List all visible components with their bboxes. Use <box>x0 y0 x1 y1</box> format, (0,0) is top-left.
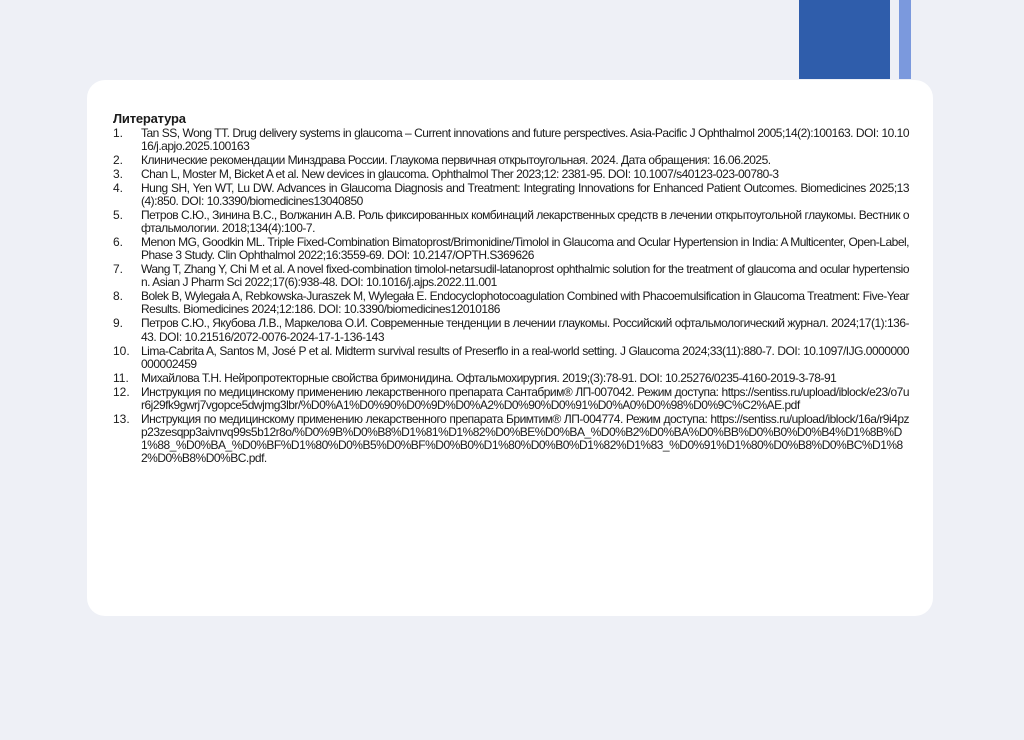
reference-number: 11. <box>113 370 129 385</box>
reference-number: 3. <box>113 167 124 182</box>
references-heading: Литература <box>113 111 186 126</box>
reference-number: 12. <box>113 384 130 399</box>
reference-number: 1. <box>113 126 124 140</box>
reference-text: Петров С.Ю., Зинина В.С., Волжанин А.В. Роль фиксированных комбинаций лекарственных средств в лечении открытоугольной глаукомы. Вестник офтальмологии. 2018;134(4):100-7. <box>141 208 909 236</box>
reference-text: Петров С.Ю., Якубова Л.В., Маркелова О.И. Современные тенденции в лечении глаукомы. Российский офтальмологический журнал. 2024;17(1):136-43. DOI: 10.21516/2072-0076-2024-17-1-136-143 <box>141 316 909 344</box>
reference-item <box>113 263 909 289</box>
reference-number: 8. <box>113 289 124 304</box>
reference-text: Инструкция по медицинскому применению лекарственного препарата Бримтим® ЛП-004774. Режим доступа: https://sentiss.ru/upload/iblock/16a/r9i4pzp23zesqpp3aivnvq99s5b12r8o/%D0%9B%D0%B8%D1%81%D1%82%D0%BE%D0%BA_%D0%B2%D0%BA%D0%BB%D0%B0%D0%B4%D1%8B%D1%88_%D0%BA_%D0%BF%D1%80%D0%B5%D0%BF%D0%B0%D1%80%D0%B0%D1%82%D1%83_%D0%91%D1%80%D0%B8%D0%BC%D1%82%D0%B8%D0%BC.pdf. <box>141 411 909 465</box>
references-list <box>113 127 909 465</box>
reference-text: Hung SH, Yen WT, Lu DW. Advances in Glaucoma Diagnosis and Treatment: Integrating Innovations for Enhanced Patient Outcomes. Biomedicines 2025;13(4):850. DOI: 10.3390/biomedicines13040850 <box>141 181 909 209</box>
reference-text: Lima-Cabrita A, Santos M, José P et al. Midterm survival results of Preserflo in a real-world setting. J Glaucoma 2024;33(11):880-7. DOI: 10.1097/IJG.0000000000002459 <box>141 343 909 371</box>
reference-number: 5. <box>113 208 124 223</box>
accent-bar-dark <box>799 0 890 79</box>
reference-text: Chan L, Moster M, Bicket A et al. New devices in glaucoma. Ophthalmol Ther 2023;12: 2381-95. DOI: 10.1007/s40123-023-00780-3 <box>141 167 779 182</box>
reference-number: 7. <box>113 262 124 277</box>
reference-number: 2. <box>113 153 124 168</box>
reference-text: Инструкция по медицинскому применению лекарственного препарата Сантабрим® ЛП-007042. Режим доступа: https://sentiss.ru/upload/iblock/e23/o7ur6j29fk9gwrj7vgopce5dwjmg3lbr/%D0%A1%D0%90%D0%9D%D0%A2%D0%90%D0%91%D0%A0%D0%98%D0%9C%C2%AE.pdf <box>141 384 909 412</box>
reference-number: 9. <box>113 316 124 331</box>
reference-number: 4. <box>113 181 124 196</box>
reference-text: Menon MG, Goodkin ML. Triple Fixed-Combination Bimatoprost/Brimonidine/Timolol in Glaucoma and Ocular Hypertension in India: A Multicenter, Open-Label, Phase 3 Study. Clin Ophthalmol 2022;16:3559-69. DOI: 10.2147/OPTH.S369626 <box>141 235 909 263</box>
reference-item <box>113 386 909 412</box>
reference-item <box>113 209 909 235</box>
reference-item <box>113 182 909 208</box>
reference-number: 10. <box>113 343 130 358</box>
reference-number: 6. <box>113 235 124 250</box>
reference-text: Клинические рекомендации Минздрава России. Глаукома первичная открытоугольная. 2024. Дата обращения: 16.06.2025. <box>141 153 771 168</box>
accent-bar-light <box>899 0 911 79</box>
reference-item <box>113 236 909 262</box>
reference-item <box>113 317 909 343</box>
reference-number: 13. <box>113 411 130 426</box>
references-card <box>87 80 933 616</box>
references-content <box>113 111 909 466</box>
reference-item <box>113 413 909 465</box>
reference-item <box>113 290 909 316</box>
reference-text: Bolek B, Wylegała A, Rebkowska-Juraszek M, Wylegała E. Endocyclophotocoagulation Combined with Phacoemulsification in Glaucoma Treatment: Five-Year Results. Biomedicines 2024;12:186. DOI: 10.3390/biomedicines12010186 <box>141 289 909 317</box>
reference-item <box>113 154 909 167</box>
reference-text: Tan SS, Wong TT. Drug delivery systems in glaucoma – Current innovations and future perspectives. Asia-Pacific J Ophthalmol 2005;14(2):100163. DOI: 10.1016/j.apjo.2025.100163 <box>141 126 909 154</box>
reference-item <box>113 127 909 153</box>
reference-item <box>113 372 909 385</box>
reference-text: Михайлова Т.Н. Нейропротекторные свойства бримонидина. Офтальмохирургия. 2019;(3):78-91. DOI: 10.25276/0235-4160-2019-3-78-91 <box>141 370 837 385</box>
reference-item <box>113 168 909 181</box>
reference-item <box>113 345 909 371</box>
reference-text: Wang T, Zhang Y, Chi M et al. A novel fixed-combination timolol-netarsudil-latanoprost ophthalmic solution for the treatment of glaucoma and ocular hypertension. Asian J Pharm Sci 2022;17(6):938-48. DOI: 10.1016/j.ajps.2022.11.001 <box>141 262 909 290</box>
